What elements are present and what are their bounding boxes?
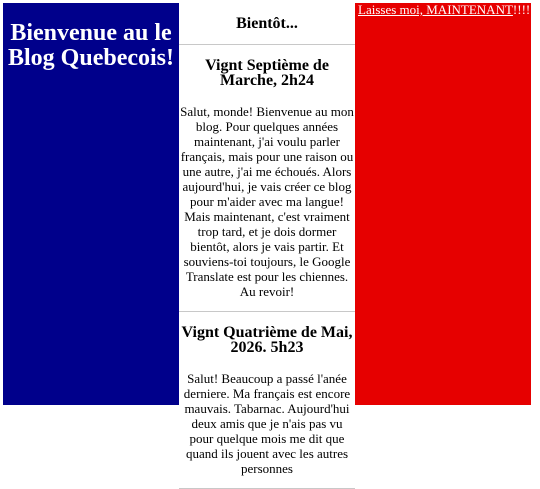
left-blue-panel [3, 3, 179, 405]
blog-post [179, 312, 355, 489]
blog-post [179, 45, 355, 312]
coming-soon-header: Bientôt... [179, 3, 355, 45]
post-title: Vignt Septième de Marche, 2h24 [205, 57, 329, 89]
main-content [179, 3, 355, 476]
leave-suffix: !!!! [512, 2, 531, 17]
leave-now-link[interactable]: Laisses moi, MAINTENANT [358, 2, 513, 17]
leave-notice [355, 3, 531, 17]
post-body: Salut, monde! Bienvenue au mon blog. Pour quelques années maintenant, j'ai voulu parler français, mais pour une raison ou une autre, j'ai me échoués. Alors aujourd'hui, je vais créer ce blog pour m'aider avec ma langue! Mais maintenant, c'est vraiment trop tard, et je dois dormer bientôt, alors je vais partir. Et souviens-toi toujours, le Google Translate est pour les chiennes. Au revoir! [180, 104, 354, 299]
right-red-panel [355, 3, 531, 405]
post-title: Vignt Quatrième de Mai, 2026. 5h23 [181, 324, 353, 356]
blog-title: Bienvenue au le Blog Quebecois! [8, 20, 174, 71]
post-body: Salut! Beaucoup a passé l'anée derniere. Ma français est encore mauvais. Tabarnac. Aujourd'hui deux amis que je n'ais pas vu pour quelque mois me dit que quand ils jouent avec les autres personnes [183, 371, 351, 476]
